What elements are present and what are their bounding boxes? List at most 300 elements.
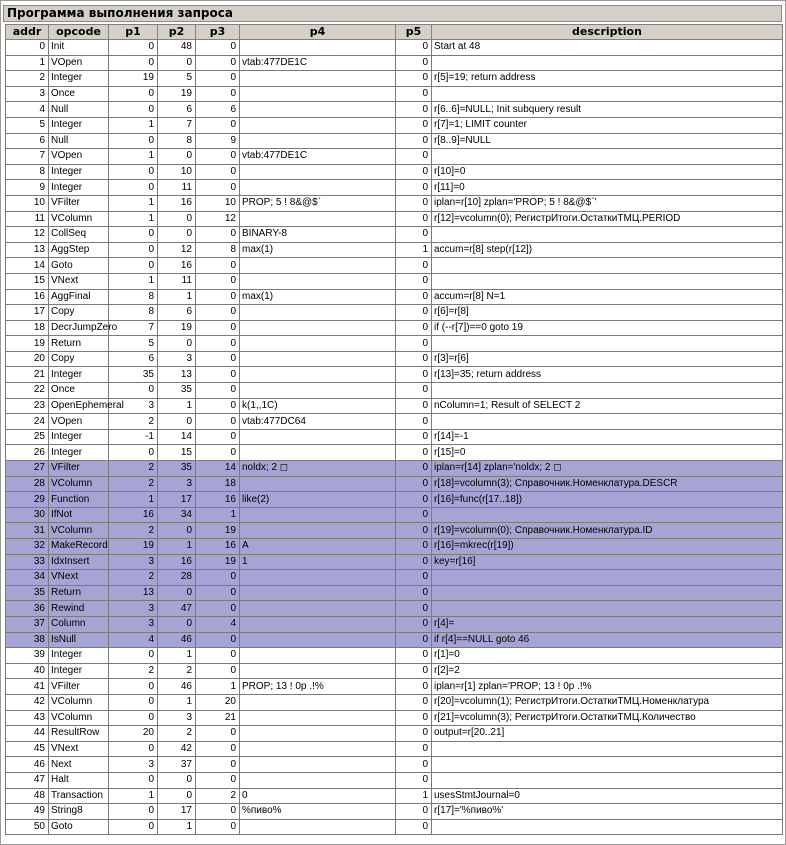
cell-description: r[19]=vcolumn(0); Справочник.Номенклатура.ID xyxy=(432,523,783,539)
table-row[interactable] xyxy=(6,757,783,773)
cell-p4 xyxy=(240,367,396,383)
cell-p5: 0 xyxy=(396,149,432,165)
table-row[interactable] xyxy=(6,273,783,289)
cell-p3: 2 xyxy=(196,788,240,804)
cell-description xyxy=(432,601,783,617)
cell-p5: 0 xyxy=(396,258,432,274)
cell-p2: 1 xyxy=(158,398,196,414)
cell-p5: 0 xyxy=(396,351,432,367)
cell-p2: 0 xyxy=(158,336,196,352)
table-row[interactable] xyxy=(6,40,783,56)
cell-p1: 0 xyxy=(109,445,158,461)
column-header-addr[interactable]: addr xyxy=(6,25,49,40)
cell-opcode: Once xyxy=(49,383,109,399)
cell-p4 xyxy=(240,117,396,133)
cell-p3: 0 xyxy=(196,336,240,352)
cell-p2: 17 xyxy=(158,804,196,820)
cell-description: r[7]=1; LIMIT counter xyxy=(432,117,783,133)
cell-p1: 0 xyxy=(109,86,158,102)
cell-p1: 19 xyxy=(109,71,158,87)
cell-p2: 16 xyxy=(158,258,196,274)
cell-p1: 0 xyxy=(109,258,158,274)
cell-addr: 41 xyxy=(6,679,49,695)
cell-opcode: VNext xyxy=(49,741,109,757)
cell-p4 xyxy=(240,86,396,102)
cell-p5: 0 xyxy=(396,211,432,227)
cell-p4 xyxy=(240,648,396,664)
cell-opcode: IdxInsert xyxy=(49,554,109,570)
table-row[interactable] xyxy=(6,211,783,227)
table-row[interactable] xyxy=(6,461,783,477)
cell-addr: 12 xyxy=(6,227,49,243)
cell-p3: 14 xyxy=(196,461,240,477)
cell-p2: 34 xyxy=(158,507,196,523)
cell-p3: 19 xyxy=(196,523,240,539)
cell-p5: 0 xyxy=(396,117,432,133)
cell-p4 xyxy=(240,351,396,367)
cell-addr: 37 xyxy=(6,616,49,632)
cell-p4 xyxy=(240,71,396,87)
cell-p3: 0 xyxy=(196,149,240,165)
cell-description xyxy=(432,757,783,773)
cell-p3: 1 xyxy=(196,507,240,523)
cell-p5: 0 xyxy=(396,71,432,87)
cell-p3: 0 xyxy=(196,398,240,414)
table-row[interactable] xyxy=(6,710,783,726)
cell-p4 xyxy=(240,40,396,56)
window-title: Программа выполнения запроса xyxy=(3,5,782,22)
cell-p5: 0 xyxy=(396,741,432,757)
cell-p1: 2 xyxy=(109,570,158,586)
cell-p2: 3 xyxy=(158,710,196,726)
cell-addr: 24 xyxy=(6,414,49,430)
cell-description xyxy=(432,383,783,399)
cell-p5: 0 xyxy=(396,601,432,617)
table-row[interactable] xyxy=(6,570,783,586)
cell-p4 xyxy=(240,445,396,461)
cell-description: nColumn=1; Result of SELECT 2 xyxy=(432,398,783,414)
cell-addr: 31 xyxy=(6,523,49,539)
cell-opcode: Copy xyxy=(49,351,109,367)
table-row[interactable] xyxy=(6,648,783,664)
table-row[interactable] xyxy=(6,819,783,835)
column-header-p1[interactable]: p1 xyxy=(109,25,158,40)
cell-p5: 0 xyxy=(396,367,432,383)
cell-p5: 0 xyxy=(396,632,432,648)
cell-description xyxy=(432,741,783,757)
cell-p1: 0 xyxy=(109,804,158,820)
cell-addr: 4 xyxy=(6,102,49,118)
cell-p2: 0 xyxy=(158,772,196,788)
cell-description xyxy=(432,273,783,289)
column-header-opcode[interactable]: opcode xyxy=(49,25,109,40)
table-row[interactable] xyxy=(6,398,783,414)
cell-opcode: Integer xyxy=(49,445,109,461)
cell-p4 xyxy=(240,616,396,632)
cell-addr: 19 xyxy=(6,336,49,352)
cell-p3: 0 xyxy=(196,164,240,180)
cell-description: r[16]=mkrec(r[19]) xyxy=(432,539,783,555)
cell-p2: 1 xyxy=(158,648,196,664)
cell-p3: 0 xyxy=(196,585,240,601)
cell-p2: 0 xyxy=(158,149,196,165)
cell-description xyxy=(432,819,783,835)
cell-p1: 0 xyxy=(109,40,158,56)
table-row[interactable] xyxy=(6,804,783,820)
cell-p3: 20 xyxy=(196,694,240,710)
cell-p5: 0 xyxy=(396,398,432,414)
cell-p5: 0 xyxy=(396,492,432,508)
cell-p2: 12 xyxy=(158,242,196,258)
cell-p2: 3 xyxy=(158,476,196,492)
cell-p2: 2 xyxy=(158,663,196,679)
cell-description xyxy=(432,227,783,243)
cell-addr: 48 xyxy=(6,788,49,804)
cell-p5: 0 xyxy=(396,289,432,305)
cell-addr: 16 xyxy=(6,289,49,305)
table-row[interactable] xyxy=(6,429,783,445)
cell-p3: 0 xyxy=(196,601,240,617)
table-row[interactable] xyxy=(6,585,783,601)
cell-p4 xyxy=(240,710,396,726)
cell-description xyxy=(432,258,783,274)
table-row[interactable] xyxy=(6,539,783,555)
cell-p3: 0 xyxy=(196,351,240,367)
cell-p1: 5 xyxy=(109,336,158,352)
cell-p2: 0 xyxy=(158,523,196,539)
cell-p3: 12 xyxy=(196,211,240,227)
cell-p5: 0 xyxy=(396,429,432,445)
cell-p4 xyxy=(240,305,396,321)
cell-p5: 0 xyxy=(396,195,432,211)
cell-p3: 18 xyxy=(196,476,240,492)
cell-p2: 42 xyxy=(158,741,196,757)
cell-p5: 0 xyxy=(396,772,432,788)
cell-p3: 8 xyxy=(196,242,240,258)
cell-p5: 0 xyxy=(396,585,432,601)
cell-p1: 0 xyxy=(109,383,158,399)
table-row[interactable] xyxy=(6,149,783,165)
cell-p3: 0 xyxy=(196,445,240,461)
cell-opcode: Rewind xyxy=(49,601,109,617)
cell-p2: 6 xyxy=(158,102,196,118)
cell-description xyxy=(432,507,783,523)
cell-opcode: VFilter xyxy=(49,679,109,695)
table-row[interactable] xyxy=(6,741,783,757)
cell-description: usesStmtJournal=0 xyxy=(432,788,783,804)
cell-p3: 0 xyxy=(196,772,240,788)
table-row[interactable] xyxy=(6,523,783,539)
cell-p5: 0 xyxy=(396,616,432,632)
table-row[interactable] xyxy=(6,616,783,632)
cell-opcode: IsNull xyxy=(49,632,109,648)
cell-p3: 0 xyxy=(196,367,240,383)
cell-p2: 10 xyxy=(158,164,196,180)
table-row[interactable] xyxy=(6,788,783,804)
cell-opcode: Integer xyxy=(49,71,109,87)
cell-p1: 0 xyxy=(109,710,158,726)
cell-opcode: Integer xyxy=(49,663,109,679)
cell-description xyxy=(432,86,783,102)
cell-addr: 20 xyxy=(6,351,49,367)
cell-p5: 0 xyxy=(396,523,432,539)
cell-p2: 0 xyxy=(158,414,196,430)
cell-description: r[6]=r[8] xyxy=(432,305,783,321)
cell-p4: like(2) xyxy=(240,492,396,508)
cell-p2: 1 xyxy=(158,694,196,710)
cell-addr: 22 xyxy=(6,383,49,399)
cell-addr: 36 xyxy=(6,601,49,617)
cell-addr: 2 xyxy=(6,71,49,87)
cell-p1: 1 xyxy=(109,117,158,133)
cell-p5: 0 xyxy=(396,663,432,679)
cell-p5: 0 xyxy=(396,570,432,586)
cell-description: if r[4]==NULL goto 46 xyxy=(432,632,783,648)
cell-addr: 1 xyxy=(6,55,49,71)
cell-description: r[3]=r[6] xyxy=(432,351,783,367)
cell-opcode: ResultRow xyxy=(49,726,109,742)
cell-addr: 46 xyxy=(6,757,49,773)
cell-p4: BINARY-8 xyxy=(240,227,396,243)
cell-addr: 45 xyxy=(6,741,49,757)
table-row[interactable] xyxy=(6,55,783,71)
cell-opcode: Column xyxy=(49,616,109,632)
cell-opcode: Copy xyxy=(49,305,109,321)
cell-p3: 0 xyxy=(196,55,240,71)
cell-p1: 8 xyxy=(109,289,158,305)
table-row[interactable] xyxy=(6,554,783,570)
cell-description: accum=r[8] step(r[12]) xyxy=(432,242,783,258)
cell-p4 xyxy=(240,258,396,274)
cell-addr: 11 xyxy=(6,211,49,227)
cell-p4 xyxy=(240,102,396,118)
table-row[interactable] xyxy=(6,227,783,243)
cell-p5: 0 xyxy=(396,180,432,196)
cell-p5: 0 xyxy=(396,414,432,430)
table-row[interactable] xyxy=(6,102,783,118)
cell-p3: 0 xyxy=(196,757,240,773)
cell-p2: 11 xyxy=(158,180,196,196)
cell-opcode: IfNot xyxy=(49,507,109,523)
cell-p1: 3 xyxy=(109,554,158,570)
cell-p4 xyxy=(240,383,396,399)
cell-p3: 0 xyxy=(196,320,240,336)
cell-addr: 42 xyxy=(6,694,49,710)
cell-p3: 0 xyxy=(196,804,240,820)
cell-p3: 0 xyxy=(196,632,240,648)
column-header-p5[interactable]: p5 xyxy=(396,25,432,40)
cell-p4 xyxy=(240,507,396,523)
cell-addr: 13 xyxy=(6,242,49,258)
cell-p1: 2 xyxy=(109,461,158,477)
cell-opcode: Goto xyxy=(49,819,109,835)
cell-p4 xyxy=(240,523,396,539)
cell-description: r[14]=-1 xyxy=(432,429,783,445)
cell-p3: 6 xyxy=(196,102,240,118)
cell-p1: 20 xyxy=(109,726,158,742)
cell-p5: 0 xyxy=(396,305,432,321)
cell-p2: 1 xyxy=(158,289,196,305)
table-row[interactable] xyxy=(6,133,783,149)
table-row[interactable] xyxy=(6,258,783,274)
cell-p4: vtab:477DC64 xyxy=(240,414,396,430)
cell-opcode: VOpen xyxy=(49,55,109,71)
cell-p1: 3 xyxy=(109,601,158,617)
cell-p1: 0 xyxy=(109,772,158,788)
cell-p5: 0 xyxy=(396,710,432,726)
cell-p3: 0 xyxy=(196,273,240,289)
column-header-p4[interactable]: p4 xyxy=(240,25,396,40)
cell-addr: 43 xyxy=(6,710,49,726)
cell-description: if (--r[7])==0 goto 19 xyxy=(432,320,783,336)
cell-p1: -1 xyxy=(109,429,158,445)
cell-description xyxy=(432,585,783,601)
cell-description: r[21]=vcolumn(3); РегистрИтоги.ОстаткиТМЦ.Количество xyxy=(432,710,783,726)
table-row[interactable] xyxy=(6,414,783,430)
cell-p3: 1 xyxy=(196,679,240,695)
cell-p5: 0 xyxy=(396,227,432,243)
cell-p3: 21 xyxy=(196,710,240,726)
cell-opcode: AggFinal xyxy=(49,289,109,305)
column-header-p3[interactable]: p3 xyxy=(196,25,240,40)
cell-p4 xyxy=(240,757,396,773)
cell-opcode: VColumn xyxy=(49,211,109,227)
cell-p1: 0 xyxy=(109,648,158,664)
cell-p1: 1 xyxy=(109,788,158,804)
table-row[interactable] xyxy=(6,242,783,258)
cell-p1: 4 xyxy=(109,632,158,648)
table-row[interactable] xyxy=(6,336,783,352)
table-row[interactable] xyxy=(6,679,783,695)
cell-p4 xyxy=(240,336,396,352)
cell-addr: 23 xyxy=(6,398,49,414)
cell-p4: k(1,,1C) xyxy=(240,398,396,414)
cell-opcode: Integer xyxy=(49,117,109,133)
cell-p2: 14 xyxy=(158,429,196,445)
cell-p4 xyxy=(240,570,396,586)
cell-description: key=r[16] xyxy=(432,554,783,570)
table-row[interactable] xyxy=(6,507,783,523)
cell-opcode: Transaction xyxy=(49,788,109,804)
table-row[interactable] xyxy=(6,601,783,617)
table-row[interactable] xyxy=(6,305,783,321)
cell-p4: 1 xyxy=(240,554,396,570)
cell-p5: 0 xyxy=(396,336,432,352)
cell-p4 xyxy=(240,211,396,227)
cell-description: Start at 48 xyxy=(432,40,783,56)
cell-addr: 38 xyxy=(6,632,49,648)
cell-p2: 16 xyxy=(158,195,196,211)
cell-p5: 0 xyxy=(396,726,432,742)
cell-addr: 18 xyxy=(6,320,49,336)
cell-opcode: Init xyxy=(49,40,109,56)
table-row[interactable] xyxy=(6,772,783,788)
cell-p4 xyxy=(240,694,396,710)
header-row xyxy=(6,25,783,40)
table-row[interactable] xyxy=(6,195,783,211)
cell-p2: 5 xyxy=(158,71,196,87)
cell-p2: 15 xyxy=(158,445,196,461)
cell-p5: 0 xyxy=(396,133,432,149)
table-row[interactable] xyxy=(6,476,783,492)
cell-p1: 13 xyxy=(109,585,158,601)
table-row[interactable] xyxy=(6,351,783,367)
cell-p2: 46 xyxy=(158,679,196,695)
cell-addr: 5 xyxy=(6,117,49,133)
cell-p2: 19 xyxy=(158,320,196,336)
cell-opcode: VColumn xyxy=(49,476,109,492)
cell-addr: 49 xyxy=(6,804,49,820)
cell-description: r[5]=19; return address xyxy=(432,71,783,87)
cell-p3: 0 xyxy=(196,86,240,102)
table-row[interactable] xyxy=(6,117,783,133)
cell-p5: 0 xyxy=(396,757,432,773)
cell-addr: 10 xyxy=(6,195,49,211)
cell-description: r[13]=35; return address xyxy=(432,367,783,383)
table-row[interactable] xyxy=(6,71,783,87)
column-header-p2[interactable]: p2 xyxy=(158,25,196,40)
table-row[interactable] xyxy=(6,694,783,710)
cell-p2: 2 xyxy=(158,726,196,742)
cell-p4: max(1) xyxy=(240,289,396,305)
cell-p4 xyxy=(240,632,396,648)
cell-addr: 15 xyxy=(6,273,49,289)
cell-p3: 0 xyxy=(196,71,240,87)
cell-p4: 0 xyxy=(240,788,396,804)
cell-p2: 0 xyxy=(158,211,196,227)
table-row[interactable] xyxy=(6,726,783,742)
cell-p1: 0 xyxy=(109,242,158,258)
table-row[interactable] xyxy=(6,164,783,180)
cell-addr: 27 xyxy=(6,461,49,477)
cell-p5: 0 xyxy=(396,507,432,523)
cell-p3: 0 xyxy=(196,305,240,321)
table-row[interactable] xyxy=(6,492,783,508)
cell-p4: max(1) xyxy=(240,242,396,258)
cell-addr: 7 xyxy=(6,149,49,165)
cell-description: r[10]=0 xyxy=(432,164,783,180)
cell-p2: 8 xyxy=(158,133,196,149)
table-row[interactable] xyxy=(6,86,783,102)
table-row[interactable] xyxy=(6,663,783,679)
column-header-description[interactable]: description xyxy=(432,25,783,40)
table-row[interactable] xyxy=(6,320,783,336)
cell-p1: 3 xyxy=(109,757,158,773)
opcode-table[interactable] xyxy=(5,24,782,835)
cell-opcode: Function xyxy=(49,492,109,508)
cell-p5: 0 xyxy=(396,648,432,664)
cell-p1: 0 xyxy=(109,741,158,757)
table-row[interactable] xyxy=(6,445,783,461)
table-row[interactable] xyxy=(6,383,783,399)
cell-p1: 35 xyxy=(109,367,158,383)
table-row[interactable] xyxy=(6,632,783,648)
cell-p5: 0 xyxy=(396,102,432,118)
cell-p5: 0 xyxy=(396,273,432,289)
cell-p3: 10 xyxy=(196,195,240,211)
cell-opcode: String8 xyxy=(49,804,109,820)
cell-addr: 26 xyxy=(6,445,49,461)
cell-description: r[4]= xyxy=(432,616,783,632)
table-row[interactable] xyxy=(6,289,783,305)
cell-p2: 7 xyxy=(158,117,196,133)
cell-p2: 0 xyxy=(158,788,196,804)
cell-p5: 0 xyxy=(396,445,432,461)
table-row[interactable] xyxy=(6,367,783,383)
table-row[interactable] xyxy=(6,180,783,196)
cell-addr: 40 xyxy=(6,663,49,679)
cell-description xyxy=(432,55,783,71)
